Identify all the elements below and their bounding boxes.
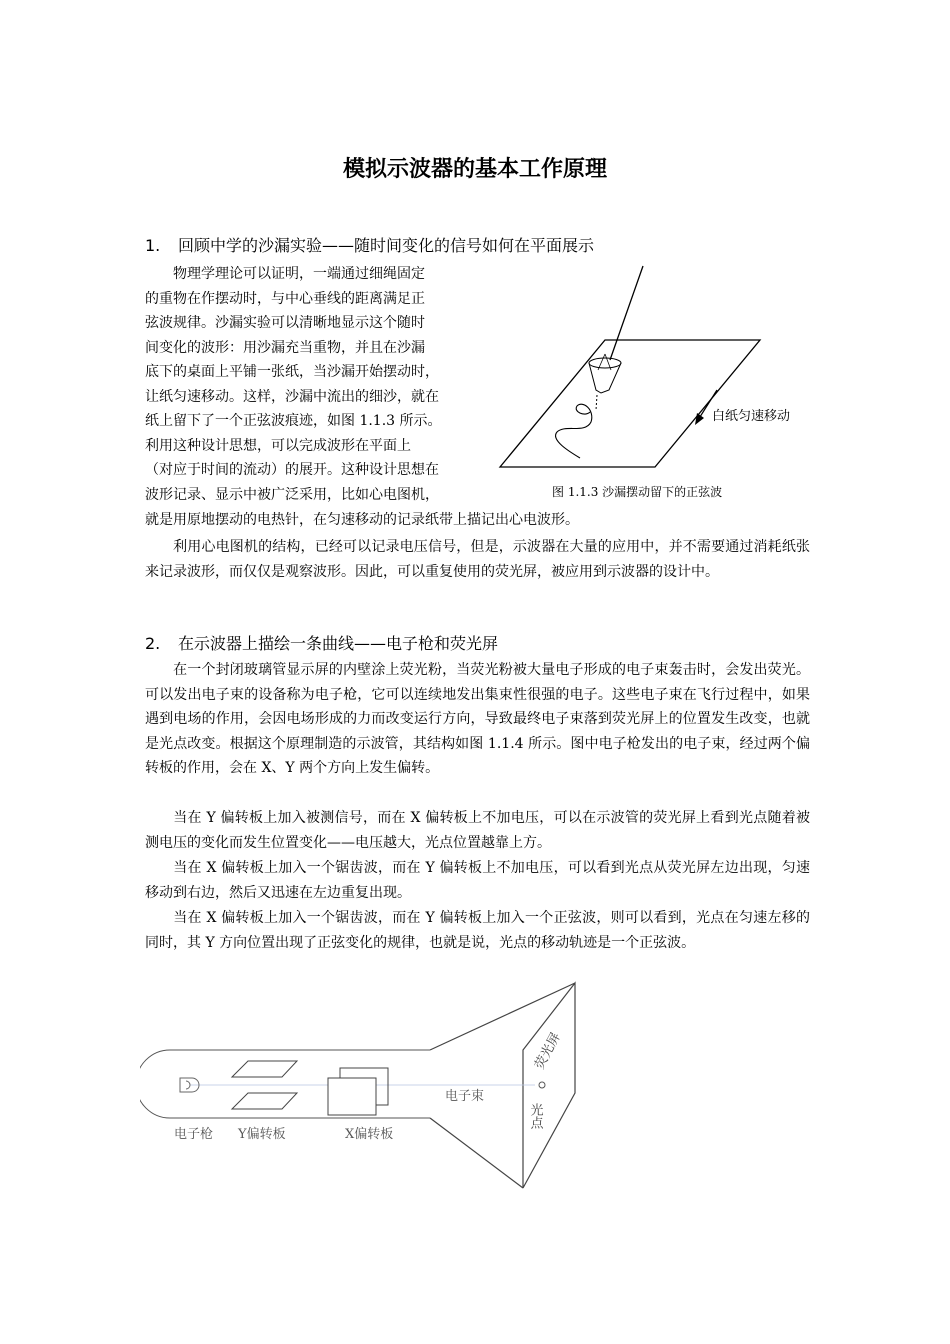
intro-line: 波形记录、显示中被广泛采用，比如心电图机，	[145, 486, 439, 503]
y-plate-upper	[232, 1061, 297, 1077]
x-plate-label: X偏转板	[345, 1127, 394, 1142]
arrow-head	[695, 413, 704, 425]
falling-sand	[596, 395, 597, 410]
intro-line: 让纸匀速移动。这样，沙漏中流出的细沙，就在	[145, 388, 439, 405]
tube-neck	[140, 1050, 430, 1118]
intro-line: （对应于时间的流动）的展开。这种设计思想在	[145, 462, 439, 478]
page-title: 模拟示波器的基本工作原理	[342, 157, 607, 182]
figure-caption: 图 1.1.3 沙漏摆动留下的正弦波	[552, 485, 723, 499]
section1-heading	[145, 234, 594, 258]
y-plate-lower	[232, 1093, 297, 1109]
sine-trace	[556, 404, 592, 458]
section2-heading	[145, 632, 498, 656]
pendulum-string	[610, 266, 643, 360]
intro-line: 间变化的波形：用沙漏充当重物，并且在沙漏	[145, 339, 425, 356]
gun-label: 电子枪	[174, 1127, 214, 1142]
light-spot	[539, 1082, 545, 1088]
section1-paragraph2: 利用心电图机的结构，已经可以记录电压信号，但是，示波器在大量的应用中，并不需要通过消耗纸张来记录波形，而仅仅是观察波形。因此，可以重复使用的荧光屏，被应用到示波器的设计中。	[145, 539, 810, 580]
spot-label: 光点	[527, 1103, 543, 1129]
intro-line: 弦波规律。沙漏实验可以清晰地显示这个随时	[145, 315, 425, 331]
beam-label: 电子束	[445, 1089, 485, 1104]
x-plate-front	[328, 1078, 376, 1115]
paper-motion-label: 白纸匀速移动	[712, 409, 791, 424]
section1-intro-continuation: 就是用原地摆动的电热针，在匀速移动的记录纸带上描记出心电波形。	[145, 512, 579, 528]
y-plate-label: Y偏转板	[238, 1127, 286, 1142]
section1-number: 1.	[145, 236, 161, 255]
intro-line: 的重物在作摆动时，与中心垂线的距离满足正	[145, 290, 425, 307]
section2-paragraph: 当在 X 偏转板上加入一个锯齿波，而在 Y 偏转板上不加电压，可以看到光点从荧光屏左边出现，匀速移动到右边，然后又迅速在左边重复出现。	[145, 860, 810, 901]
section2-number: 2.	[145, 634, 161, 653]
crt-figure	[140, 978, 590, 1193]
sand-pendulum-figure	[495, 262, 815, 502]
screen-label: 荧光屏	[532, 1030, 564, 1072]
section2-paragraph: 在一个封闭玻璃管显示屏的内壁涂上荧光粉，当荧光粉被大量电子形成的电子束轰击时，会发出荧光。可以发出电子束的设备称为电子枪，它可以连续地发出集束性很强的电子。这些电子束在飞行过程中，如果遇到电场的作用，会因电场形成的力而改变运行方向，导致最终电子束落到荧光屏上的位置发生改变，也就是光点改变。根据这个原理制造的示波管，其结构如图 1.1.4 所示。图中电子枪发出的电子束，经过两个偏转板的作用，会在 X、Y 两个方向上发生偏转。	[145, 662, 810, 776]
section2-paragraph: 当在 X 偏转板上加入一个锯齿波，而在 Y 偏转板上加入一个正弦波，则可以看到，光点在匀速左移的同时，其 Y 方向位置出现了正弦变化的规律，也就是说，光点的移动轨迹是一个正弦波。	[145, 910, 810, 951]
fluorescent-screen	[523, 983, 575, 1188]
section1-intro	[145, 262, 495, 507]
section2-paragraph: 当在 Y 偏转板上加入被测信号，而在 X 偏转板上不加电压，可以在示波管的荧光屏上看到光点随着被测电压的变化而发生位置变化——电压越大，光点位置越靠上方。	[145, 810, 810, 851]
paper-sheet	[500, 340, 760, 467]
intro-line: 底下的桌面上平铺一张纸，当沙漏开始摆动时，	[145, 364, 439, 380]
section2-heading-text: 在示波器上描绘一条曲线——电子枪和荧光屏	[178, 634, 499, 653]
intro-line: 纸上留下了一个正弦波痕迹，如图 1.1.3 所示。	[145, 413, 442, 429]
intro-line: 利用这种设计思想，可以完成波形在平面上	[145, 437, 411, 454]
funnel-top	[589, 358, 621, 368]
intro-line: 物理学理论可以证明，一端通过细绳固定	[173, 266, 425, 282]
section1-heading-text: 回顾中学的沙漏实验——随时间变化的信号如何在平面展示	[178, 236, 595, 255]
bell-bottom	[430, 1118, 523, 1188]
